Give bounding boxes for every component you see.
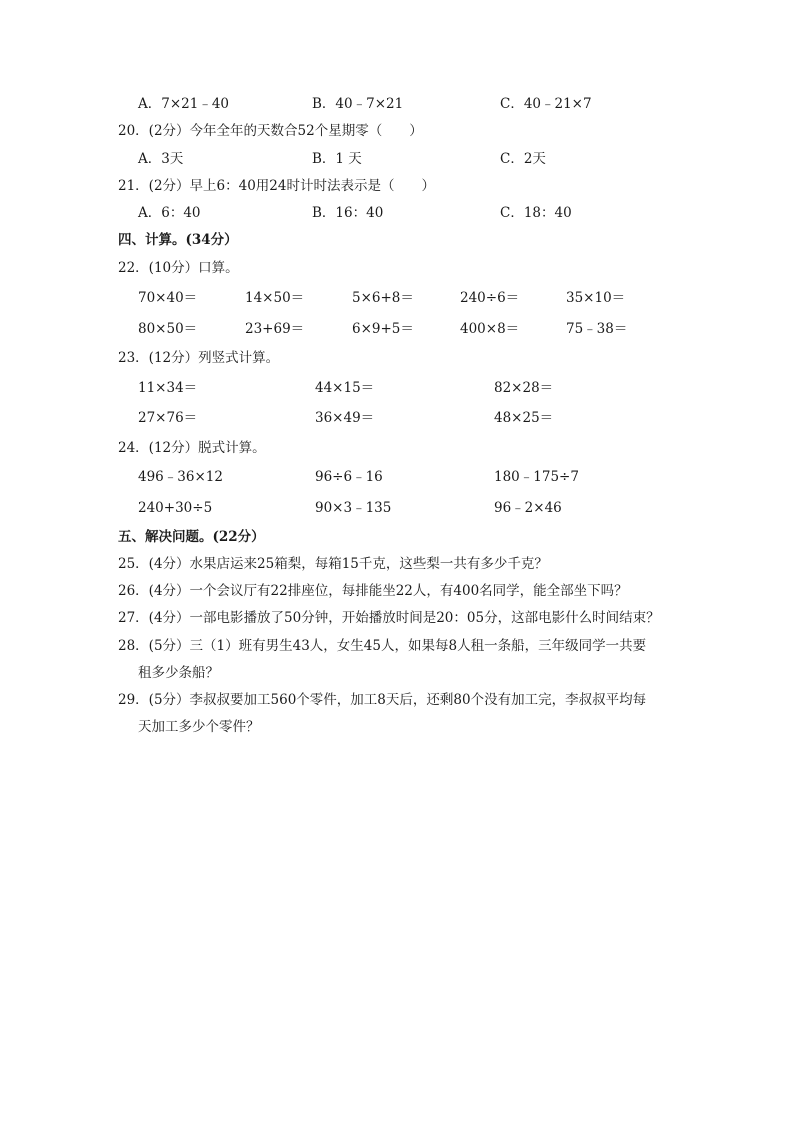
q21-option-a: A．6：40 — [138, 205, 201, 221]
q20-option-a: A．3天 — [138, 151, 184, 167]
q24-text: 24．(12分）脱式计算。 — [118, 440, 266, 456]
q29-question-cont — [0, 716, 794, 738]
q24-item: 96﹣2×46 — [494, 500, 562, 516]
q20-text: 20．(2分）今年全年的天数合52个星期零（ ） — [118, 123, 423, 139]
q24-item: 96÷6﹣16 — [315, 469, 383, 485]
q19-option-b: B．40﹣7×21 — [312, 96, 404, 112]
q24-item: 496﹣36×12 — [138, 469, 223, 485]
q28-text-line-1: 28．(5分）三（1）班有男生43人，女生45人，如果每8人租一条船，三年级同学一共要 — [118, 638, 647, 654]
section-4-heading — [0, 229, 794, 251]
q19-options — [0, 93, 794, 115]
q22-row-1 — [0, 287, 794, 309]
q23-item: 82×28＝ — [494, 380, 554, 396]
q20-option-c: C．2天 — [500, 151, 546, 167]
q21-text: 21．(2分）早上6：40用24时计时法表示是（ ） — [118, 178, 435, 194]
q29-text-line-1: 29．(5分）李叔叔要加工560个零件，加工8天后，还剩80个没有加工完，李叔叔平均每 — [118, 692, 647, 708]
q21-options — [0, 202, 794, 224]
q25-text: 25．(4分）水果店运来25箱梨，每箱15千克，这些梨一共有多少千克？ — [118, 556, 548, 572]
q23-item: 27×76＝ — [138, 410, 198, 426]
q24-item: 90×3﹣135 — [315, 500, 392, 516]
q28-text-line-2: 租多少条船？ — [138, 665, 219, 681]
q24-row-2 — [0, 497, 794, 519]
q27-question — [0, 607, 794, 629]
q23-item: 36×49＝ — [315, 410, 375, 426]
section-4-title: 四、计算。(34分） — [118, 232, 238, 248]
q27-text: 27．(4分）一部电影播放了50分钟，开始播放时间是20：05分，这部电影什么时间结束？ — [118, 610, 660, 626]
q22-question — [0, 257, 794, 279]
q23-question — [0, 347, 794, 369]
q19-option-c: C．40﹣21×7 — [500, 96, 592, 112]
q22-item: 6×9+5＝ — [352, 321, 414, 337]
q24-item: 240+30÷5 — [138, 500, 213, 516]
q22-item: 70×40＝ — [138, 290, 198, 306]
q22-row-2 — [0, 318, 794, 340]
section-5-title: 五、解决问题。(22分） — [118, 529, 265, 545]
q23-row-2 — [0, 407, 794, 429]
q22-text: 22．(10分）口算。 — [118, 260, 239, 276]
section-5-heading — [0, 526, 794, 548]
q20-option-b: B．1 天 — [312, 151, 362, 167]
q22-item: 35×10＝ — [566, 290, 626, 306]
q20-question — [0, 120, 794, 142]
q26-text: 26．(4分）一个会议厅有22排座位，每排能坐22人，有400名同学，能全部坐下吗？ — [118, 583, 628, 599]
q21-option-b: B．16：40 — [312, 205, 384, 221]
q24-question — [0, 437, 794, 459]
q23-row-1 — [0, 377, 794, 399]
q23-item: 11×34＝ — [138, 380, 198, 396]
q29-question — [0, 689, 794, 711]
q25-question — [0, 553, 794, 575]
q28-question-cont — [0, 662, 794, 684]
q22-item: 240÷6＝ — [460, 290, 520, 306]
q21-option-c: C．18：40 — [500, 205, 572, 221]
q21-question — [0, 175, 794, 197]
q23-item: 44×15＝ — [315, 380, 375, 396]
q26-question — [0, 580, 794, 602]
q22-item: 14×50＝ — [245, 290, 305, 306]
q23-text: 23．(12分）列竖式计算。 — [118, 350, 280, 366]
q22-item: 5×6+8＝ — [352, 290, 414, 306]
q23-item: 48×25＝ — [494, 410, 554, 426]
q24-row-1 — [0, 466, 794, 488]
q22-item: 80×50＝ — [138, 321, 198, 337]
q22-item: 23+69＝ — [245, 321, 305, 337]
q19-option-a: A．7×21﹣40 — [138, 96, 230, 112]
q22-item: 400×8＝ — [460, 321, 520, 337]
q29-text-line-2: 天加工多少个零件？ — [138, 719, 260, 735]
q28-question — [0, 635, 794, 657]
q22-item: 75﹣38＝ — [566, 321, 628, 337]
q20-options — [0, 148, 794, 170]
q24-item: 180﹣175÷7 — [494, 469, 579, 485]
